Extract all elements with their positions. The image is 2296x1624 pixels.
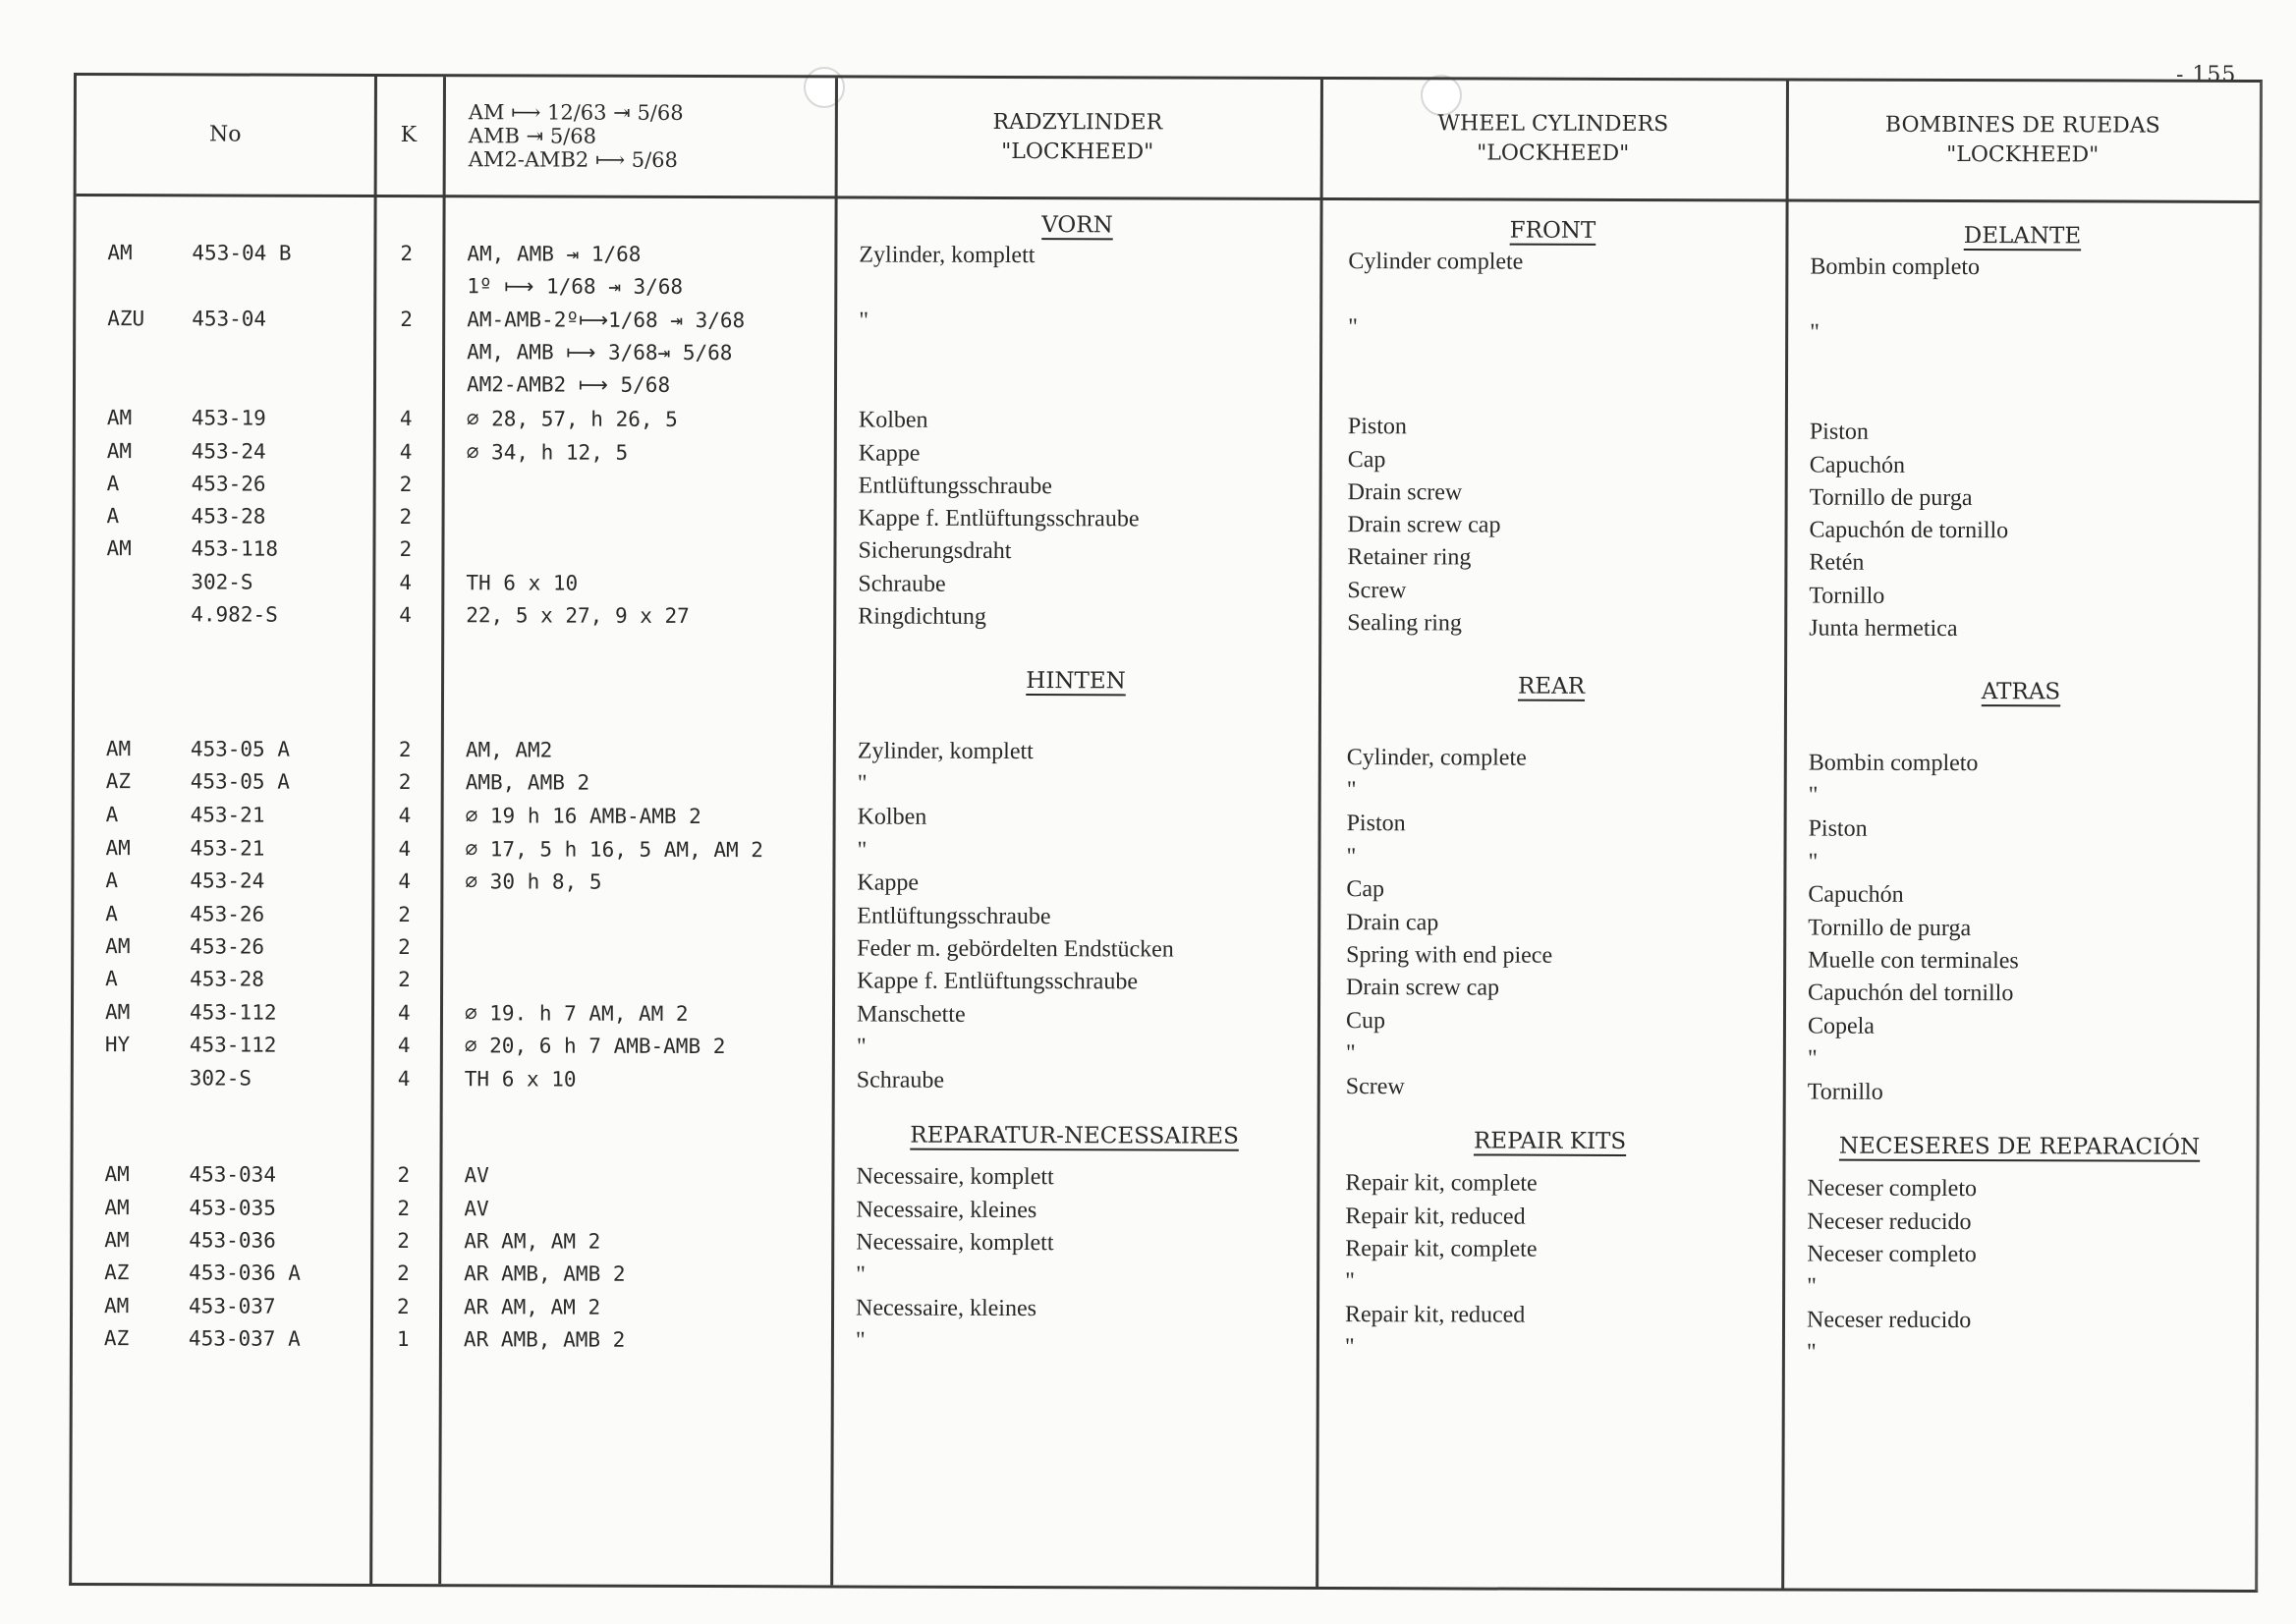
spanish-description: Tornillo de purga: [1808, 915, 1972, 942]
model-code: AM: [106, 536, 132, 561]
header-german-brand: "LOCKHEED": [1001, 139, 1154, 165]
german-description: Kappe: [858, 440, 921, 467]
spanish-description: ": [1807, 1045, 1818, 1072]
english-description: Repair kit, reduced: [1344, 1302, 1526, 1328]
header-spanish-title: BOMBINES DE RUEDAS: [1884, 112, 2160, 139]
german-description: Necessaire, kleines: [856, 1197, 1037, 1224]
part-number: 302-S: [189, 1066, 252, 1091]
quantity: 2: [399, 537, 413, 562]
validity: AR AMB, AMB 2: [464, 1261, 626, 1286]
page-number: - 155: [2176, 63, 2237, 87]
spanish-description: ": [1808, 782, 1819, 809]
validity: 22, 5 x 27, 9 x 27: [466, 603, 690, 628]
english-description: Drain screw: [1347, 479, 1463, 506]
quantity: 2: [400, 308, 413, 332]
model-code: AM: [104, 1294, 130, 1318]
validity: AMB, AMB 2: [465, 770, 590, 795]
validity: TH 6 x 10: [464, 1067, 577, 1092]
quantity: 4: [399, 407, 413, 431]
column-divider: [1316, 80, 1323, 1587]
validity: AR AM, AM 2: [464, 1295, 601, 1319]
english-description: Screw: [1345, 1074, 1405, 1100]
part-number: 4.982-S: [191, 602, 278, 627]
header-no-label: No: [209, 122, 242, 147]
validity: AR AMB, AMB 2: [463, 1327, 626, 1352]
german-description: Kappe f. Entlüftungsschraube: [857, 968, 1139, 995]
header-validity-line: AMB ⇥ 5/68: [468, 124, 597, 148]
german-description: Kolben: [858, 407, 928, 433]
part-number: 453-036: [189, 1228, 276, 1253]
part-number: 453-24: [191, 439, 266, 464]
spanish-description: ": [1808, 849, 1819, 875]
german-description: ": [857, 837, 868, 864]
validity: AM, AM2: [465, 738, 553, 762]
spanish-description: Capuchón del tornillo: [1808, 980, 2014, 1007]
section-kits-english: REPAIR KITS: [1473, 1128, 1627, 1154]
section-front-english: FRONT: [1509, 217, 1596, 244]
part-number: 453-04 B: [192, 241, 292, 265]
part-number: 453-035: [189, 1196, 276, 1220]
spanish-description: Neceser completo: [1807, 1241, 1977, 1268]
spanish-description: Tornillo de purga: [1809, 484, 1973, 512]
quantity: 4: [397, 1067, 411, 1092]
english-description: Piston: [1346, 811, 1406, 837]
english-description: Repair kit, reduced: [1345, 1204, 1526, 1230]
quantity: 4: [399, 571, 413, 595]
validity: AM, AMB ⟼ 3/68⇥ 5/68: [467, 340, 733, 365]
model-code: A: [105, 803, 119, 827]
part-number: 453-26: [190, 934, 265, 959]
spanish-description: Retén: [1809, 549, 1865, 576]
validity: AM2-AMB2 ⟼ 5/68: [466, 372, 671, 397]
spanish-description: Bombin completo: [1808, 750, 1979, 777]
validity: ∅ 30 h 8, 5: [465, 869, 602, 894]
english-description: Repair kit, complete: [1345, 1236, 1538, 1262]
spanish-description: Piston: [1808, 815, 1868, 842]
quantity: 4: [397, 1034, 411, 1058]
english-description: Screw: [1347, 578, 1407, 604]
model-code: AM: [105, 836, 131, 861]
validity: AM, AMB ⇥ 1/68: [467, 242, 642, 266]
header-english-brand: "LOCKHEED": [1477, 140, 1630, 166]
spanish-description: ": [1810, 319, 1820, 346]
quantity: 2: [398, 935, 411, 960]
english-description: Cap: [1346, 876, 1385, 903]
spanish-description: Neceser reducido: [1807, 1208, 1972, 1236]
quantity: 4: [398, 804, 412, 828]
quantity: 4: [399, 603, 412, 628]
quantity: 2: [400, 242, 414, 266]
quantity: 2: [398, 770, 412, 795]
english-description: Drain screw cap: [1346, 975, 1500, 1001]
model-code: AZ: [104, 1260, 130, 1285]
model-code: AZ: [105, 769, 132, 794]
english-description: Repair kit, complete: [1345, 1170, 1538, 1197]
part-number: 302-S: [191, 570, 253, 594]
part-number: 453-26: [191, 472, 266, 496]
quantity: 4: [399, 440, 413, 465]
model-code: A: [106, 472, 120, 496]
spanish-description: Junta hermetica: [1809, 615, 1958, 643]
english-description: Cap: [1347, 447, 1386, 474]
german-description: Kappe: [857, 869, 920, 896]
english-description: ": [1345, 1268, 1355, 1295]
quantity: 2: [397, 1295, 410, 1319]
english-description: ": [1345, 1040, 1356, 1067]
quantity: 2: [398, 738, 412, 762]
english-description: Sealing ring: [1347, 610, 1462, 637]
part-number: 453-19: [191, 406, 266, 430]
quantity: 2: [397, 1197, 411, 1221]
spanish-description: Piston: [1809, 419, 1869, 445]
part-number: 453-26: [190, 902, 265, 926]
header-validity: [443, 77, 835, 196]
quantity: 2: [399, 473, 413, 497]
spanish-description: Neceser reducido: [1806, 1307, 1972, 1334]
header-spanish-brand: "LOCKHEED": [1946, 141, 2100, 168]
german-description: Kolben: [857, 804, 927, 830]
part-number: 453-05 A: [190, 769, 290, 794]
spanish-description: Neceser completo: [1807, 1175, 1978, 1203]
spanish-description: Capuchón: [1809, 452, 1906, 478]
english-description: Retainer ring: [1347, 544, 1472, 571]
english-description: Cylinder complete: [1348, 249, 1524, 275]
german-description: Necessaire, komplett: [856, 1229, 1054, 1257]
quantity: 2: [397, 1261, 410, 1286]
part-number: 453-21: [190, 803, 265, 827]
german-description: Manschette: [856, 1001, 966, 1028]
english-description: Drain cap: [1346, 910, 1439, 936]
model-code: AZU: [107, 307, 145, 331]
spanish-description: Tornillo: [1807, 1079, 1883, 1105]
english-description: Cylinder, complete: [1346, 745, 1527, 771]
quantity: 4: [397, 1001, 411, 1026]
part-number: 453-28: [190, 967, 264, 991]
german-description: Entlüftungsschraube: [857, 903, 1051, 930]
model-code: AM: [106, 439, 133, 464]
validity: ∅ 20, 6 h 7 AMB-AMB 2: [464, 1034, 726, 1059]
section-kits-german: REPARATUR-NECESSAIRES: [910, 1122, 1239, 1149]
german-description: ": [856, 1034, 867, 1060]
header-no: [77, 76, 374, 195]
part-number: 453-05 A: [190, 737, 291, 761]
model-code: AM: [106, 406, 133, 430]
german-description: ": [859, 308, 869, 334]
english-description: Cup: [1345, 1008, 1386, 1035]
model-code: AM: [104, 1228, 130, 1253]
model-code: AM: [104, 1196, 130, 1220]
validity: TH 6 x 10: [466, 571, 579, 595]
validity: ∅ 17, 5 h 16, 5 AM, AM 2: [465, 837, 763, 863]
validity: AR AM, AM 2: [464, 1229, 601, 1254]
quantity: 1: [396, 1327, 410, 1352]
part-number: 453-24: [190, 868, 265, 893]
column-divider: [1781, 81, 1789, 1588]
parts-table: [69, 73, 2263, 1593]
quantity: 4: [398, 869, 412, 894]
part-number: 453-118: [191, 536, 279, 561]
english-description: ": [1348, 314, 1359, 341]
model-code: A: [106, 504, 120, 529]
model-code: AM: [105, 737, 132, 761]
spanish-description: ": [1806, 1339, 1817, 1366]
header-spanish: [1786, 81, 2260, 200]
part-number: 453-112: [189, 1000, 277, 1025]
model-code: A: [105, 868, 119, 893]
model-code: HY: [104, 1033, 131, 1057]
english-description: Piston: [1347, 414, 1407, 440]
part-number: 453-21: [190, 836, 265, 861]
english-description: ": [1344, 1334, 1355, 1361]
section-front-german: VORN: [1041, 212, 1113, 239]
validity: AM-AMB-2º⟼1/68 ⇥ 3/68: [467, 308, 746, 333]
english-description: ": [1346, 844, 1357, 870]
quantity: 2: [397, 1163, 411, 1188]
german-description: Sicherungsdraht: [858, 537, 1012, 565]
model-code: AM: [104, 1000, 131, 1025]
column-divider: [438, 77, 446, 1584]
spanish-description: Bombin completo: [1810, 253, 1981, 281]
section-front-spanish: DELANTE: [1963, 223, 2082, 250]
part-number: 453-037: [189, 1294, 276, 1318]
validity: AV: [464, 1197, 489, 1221]
german-description: ": [857, 770, 868, 797]
spanish-description: Tornillo: [1809, 583, 1885, 609]
german-description: Schraube: [856, 1067, 945, 1093]
column-divider: [830, 78, 838, 1585]
english-description: Spring with end piece: [1346, 942, 1553, 969]
german-description: Ringdichtung: [858, 603, 986, 630]
german-description: ": [856, 1261, 866, 1288]
part-number: 453-04: [192, 307, 267, 331]
column-divider: [369, 77, 377, 1584]
german-description: Zylinder, komplett: [859, 242, 1036, 269]
header-k: [374, 77, 443, 195]
section-rear-spanish: ATRAS: [1981, 679, 2061, 705]
header-english-title: WHEEL CYLINDERS: [1437, 111, 1669, 138]
header-validity-line: AM ⟼ 12/63 ⇥ 5/68: [468, 100, 684, 125]
part-number: 453-034: [189, 1162, 277, 1187]
section-rear-german: HINTEN: [1026, 668, 1126, 695]
english-description: Drain screw cap: [1347, 512, 1501, 538]
german-description: ": [855, 1327, 866, 1354]
header-german: [835, 78, 1320, 197]
part-number: 453-037 A: [188, 1326, 301, 1351]
english-description: ": [1346, 777, 1357, 804]
model-code: A: [105, 902, 119, 926]
german-description: Kappe f. Entlüftungsschraube: [858, 505, 1140, 532]
spanish-description: Capuchón de tornillo: [1809, 517, 2009, 544]
section-kits-spanish: NECESERES DE REPARACIÓN: [1838, 1133, 2201, 1160]
section-rear-english: REAR: [1517, 673, 1586, 700]
model-code: AM: [104, 1162, 130, 1187]
spanish-description: Muelle con terminales: [1808, 947, 2019, 975]
model-code: AM: [105, 934, 131, 959]
part-number: 453-036 A: [189, 1260, 301, 1285]
quantity: 2: [397, 1229, 410, 1254]
german-description: Necessaire, komplett: [856, 1163, 1054, 1191]
quantity: 2: [399, 505, 413, 530]
header-german-title: RADZYLINDER: [992, 109, 1163, 136]
german-description: Zylinder, komplett: [857, 738, 1034, 765]
spanish-description: Capuchón: [1808, 881, 1904, 908]
validity: 1º ⟼ 1/68 ⇥ 3/68: [467, 274, 684, 299]
quantity: 2: [398, 903, 412, 927]
german-description: Necessaire, kleines: [856, 1295, 1037, 1322]
part-number: 453-112: [189, 1033, 277, 1057]
validity: ∅ 19. h 7 AM, AM 2: [464, 1001, 689, 1026]
quantity: 2: [398, 968, 411, 992]
german-description: Schraube: [858, 571, 946, 597]
validity: AV: [464, 1163, 489, 1188]
validity: ∅ 19 h 16 AMB-AMB 2: [465, 804, 701, 829]
spanish-description: ": [1807, 1273, 1817, 1300]
validity: ∅ 28, 57, h 26, 5: [466, 407, 678, 431]
german-description: Feder m. gebördelten Endstücken: [857, 935, 1174, 963]
model-code: AZ: [103, 1326, 130, 1351]
model-code: AM: [107, 241, 133, 265]
german-description: Entlüftungsschraube: [858, 473, 1053, 500]
part-number: 453-28: [191, 504, 266, 529]
header-k-label: K: [400, 123, 418, 148]
spanish-description: Copela: [1807, 1013, 1875, 1039]
header-validity-line: AM2-AMB2 ⟼ 5/68: [468, 147, 678, 172]
validity: ∅ 34, h 12, 5: [466, 440, 629, 465]
quantity: 4: [398, 837, 412, 862]
header-english: [1320, 80, 1786, 198]
model-code: A: [105, 967, 118, 991]
